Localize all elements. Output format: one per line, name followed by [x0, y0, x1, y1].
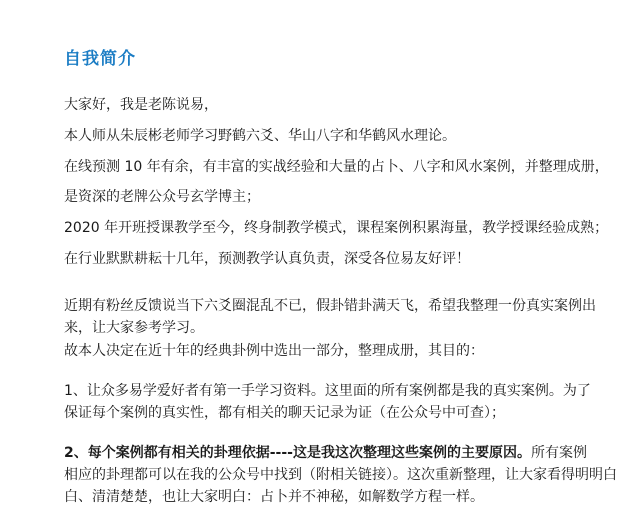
paragraph-greeting: 大家好，我是老陈说易，	[64, 97, 218, 113]
paragraph-feedback-line-2: 来，让大家参考学习。	[64, 320, 204, 336]
paragraph-teacher: 本人师从朱辰彬老师学习野鹤六爻、华山八字和华鹤风水理论。	[64, 128, 456, 144]
paragraph-purpose-2-line-3: 白、清清楚楚，也让大家明白：占卜并不神秘，如解数学方程一样。	[64, 489, 484, 505]
paragraph-feedback-line-1: 近期有粉丝反馈说当下六爻圈混乱不已，假卦错卦满天飞，希望我整理一份真实案例出	[64, 298, 596, 314]
paragraph-experience-line-2: 是资深的老牌公众号玄学博主；	[64, 189, 260, 205]
paragraph-purpose-2-line-2: 相应的卦理都可以在我的公众号中找到（附相关链接）。这次重新整理，让大家看得明明白	[64, 467, 617, 483]
paragraph-decision: 故本人决定在近十年的经典卦例中选出一部分，整理成册，其目的：	[64, 343, 484, 359]
paragraph-purpose-2-line-1	[64, 443, 587, 463]
paragraph-purpose-1-line-2: 保证每个案例的真实性，都有相关的聊天记录为证（在公众号中可查）；	[64, 405, 505, 421]
paragraph-industry: 在行业默默耕耘十几年，预测教学认真负责，深受各位易友好评！	[64, 251, 470, 267]
paragraph-purpose-1-line-1: 1、让众多易学爱好者有第一手学习资料。这里面的所有案例都是我的真实案例。为了	[64, 383, 591, 399]
paragraph-experience-line-1: 在线预测 10 年有余，有丰富的实战经验和大量的占卜、八字和风水案例，并整理成册，	[64, 159, 609, 175]
purpose-2-continuation: 所有案例	[530, 445, 587, 461]
paragraph-teaching: 2020 年开班授课教学至今，终身制教学模式，课程案例积累海量，教学授课经验成熟；	[64, 220, 609, 236]
document-title: 自我简介	[64, 49, 136, 69]
purpose-2-emphasis: 2、每个案例都有相关的卦理依据----这是我这次整理这些案例的主要原因。	[64, 445, 531, 461]
